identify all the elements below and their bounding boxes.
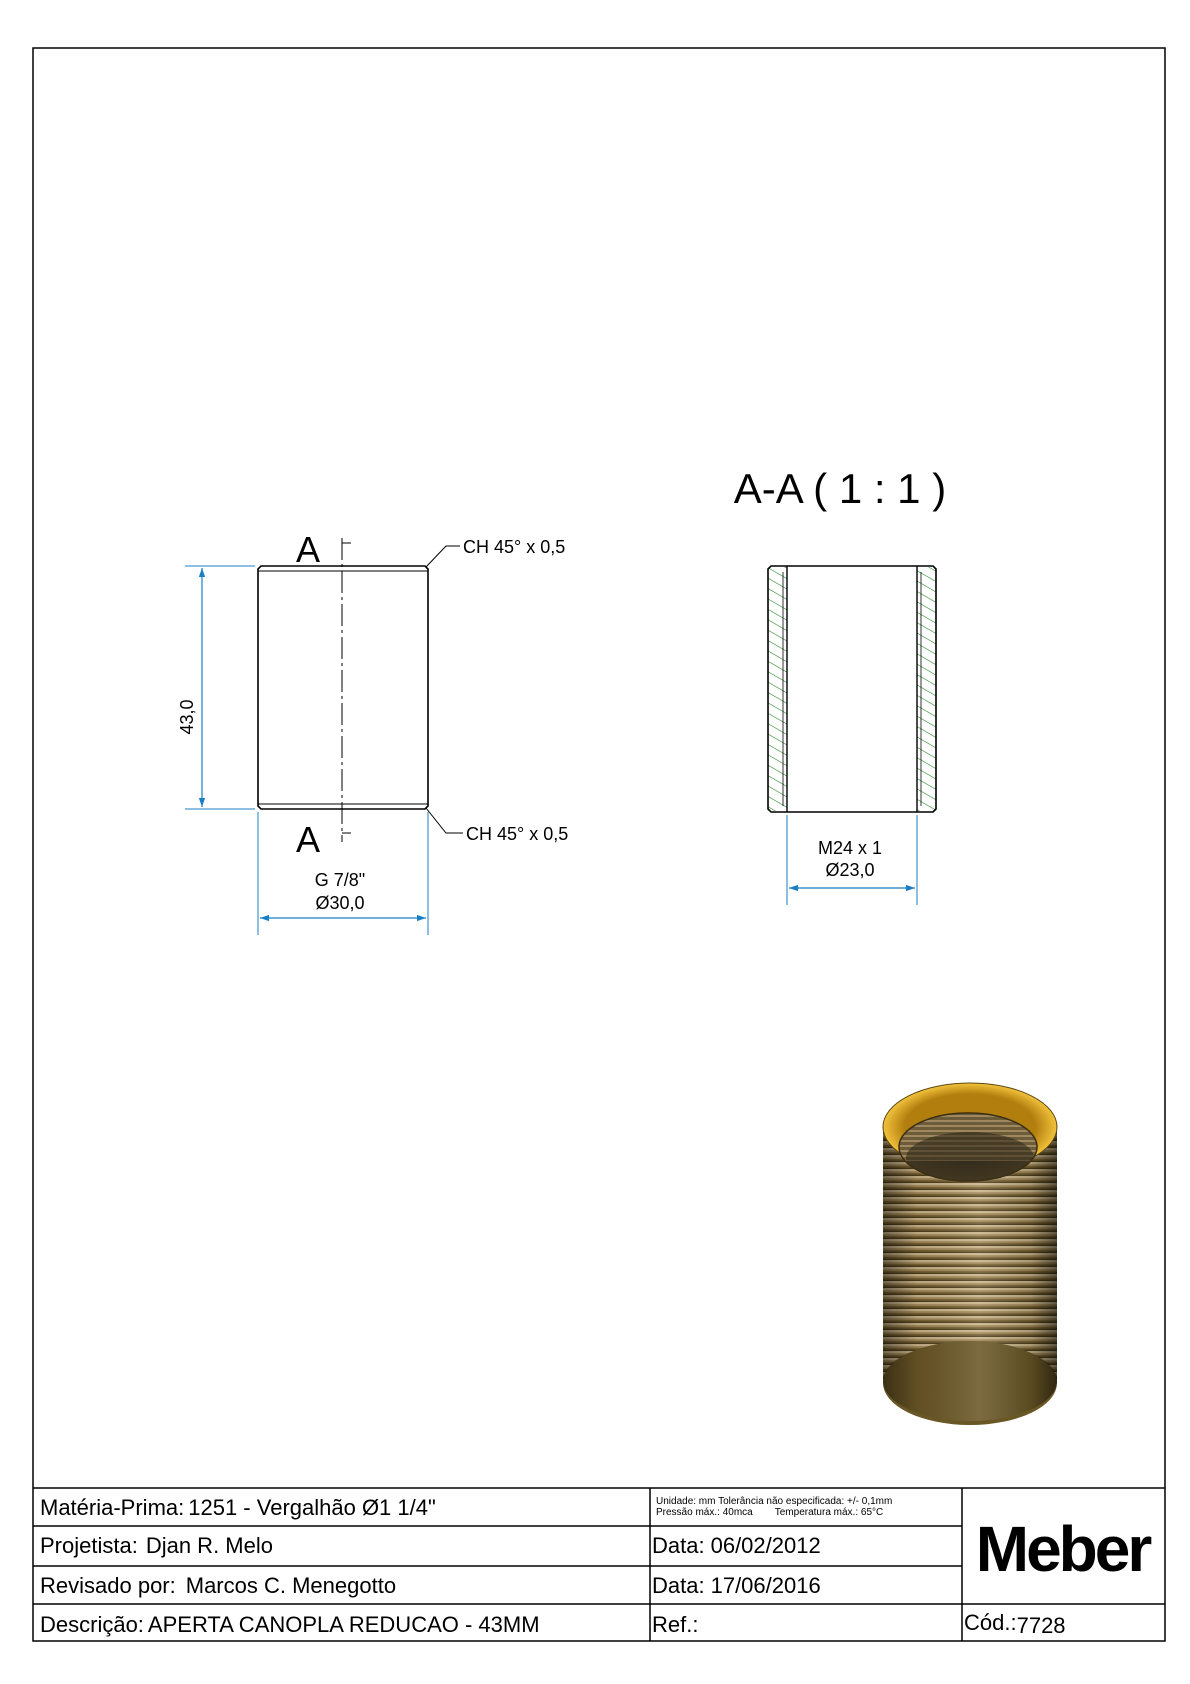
height-dimension-text: 43,0 xyxy=(177,699,197,735)
front-view xyxy=(177,529,568,935)
chamfer-leader-bottom xyxy=(426,808,463,833)
data-revisao-value: 17/06/2016 xyxy=(710,1573,821,1598)
revisado-value: Marcos C. Menegotto xyxy=(185,1573,397,1598)
descricao-value: APERTA CANOPLA REDUCAO - 43MM xyxy=(147,1612,540,1637)
section-marker-top: A xyxy=(295,529,321,570)
projetista-label: Projetista: xyxy=(40,1533,138,1558)
chamfer-callout-top: CH 45° x 0,5 xyxy=(463,537,566,557)
right-wall-hatch xyxy=(917,567,936,811)
diameter-outer-label: Ø30,0 xyxy=(315,893,365,913)
descricao-row xyxy=(40,1612,540,1638)
isometric-render xyxy=(883,1083,1057,1425)
diameter-inner-label: Ø23,0 xyxy=(825,860,875,880)
thread-inner-label: M24 x 1 xyxy=(817,838,883,858)
chamfer-callout-bottom: CH 45° x 0,5 xyxy=(466,824,569,844)
materia-prima-row xyxy=(40,1495,436,1521)
chamfer-leader-top xyxy=(426,546,460,567)
meber-logo: Meber xyxy=(975,1513,1150,1585)
notes-line-1: Unidade: mm Tolerância não especificada: +/- 0,1mm xyxy=(656,1496,893,1507)
codigo-label: Cód.: xyxy=(964,1610,1017,1635)
notes-line-2: Pressão máx.: 40mca Temperatura máx.: 65°C xyxy=(656,1507,884,1518)
data-criacao-value: 06/02/2012 xyxy=(710,1533,821,1558)
data-revisao-label: Data: xyxy=(652,1573,705,1598)
notes-block xyxy=(656,1496,892,1518)
revisado-label: Revisado por: xyxy=(40,1573,176,1598)
section-view xyxy=(734,465,946,905)
section-view-title: A-A ( 1 : 1 ) xyxy=(733,465,947,512)
materia-prima-value: 1251 - Vergalhão Ø1 1/4" xyxy=(188,1495,436,1520)
codigo-row xyxy=(964,1610,1066,1636)
descricao-label: Descrição: xyxy=(40,1612,144,1637)
section-outline xyxy=(768,566,936,812)
front-view-outline xyxy=(258,566,428,809)
ref-label: Ref.: xyxy=(652,1612,699,1637)
data-revisao-row xyxy=(652,1573,821,1599)
projetista-value: Djan R. Melo xyxy=(145,1533,273,1558)
data-criacao-row xyxy=(652,1533,821,1559)
projetista-row xyxy=(40,1533,273,1559)
codigo-value: 7728 xyxy=(1016,1613,1066,1638)
data-criacao-label: Data: xyxy=(652,1533,705,1558)
render-bottom-shade xyxy=(883,1341,1057,1421)
materia-prima-label: Matéria-Prima: xyxy=(40,1495,185,1520)
thread-outer-label: G 7/8" xyxy=(314,870,366,890)
revisado-row xyxy=(40,1573,396,1599)
left-wall-hatch xyxy=(768,567,787,811)
section-marker-bottom: A xyxy=(295,819,321,860)
